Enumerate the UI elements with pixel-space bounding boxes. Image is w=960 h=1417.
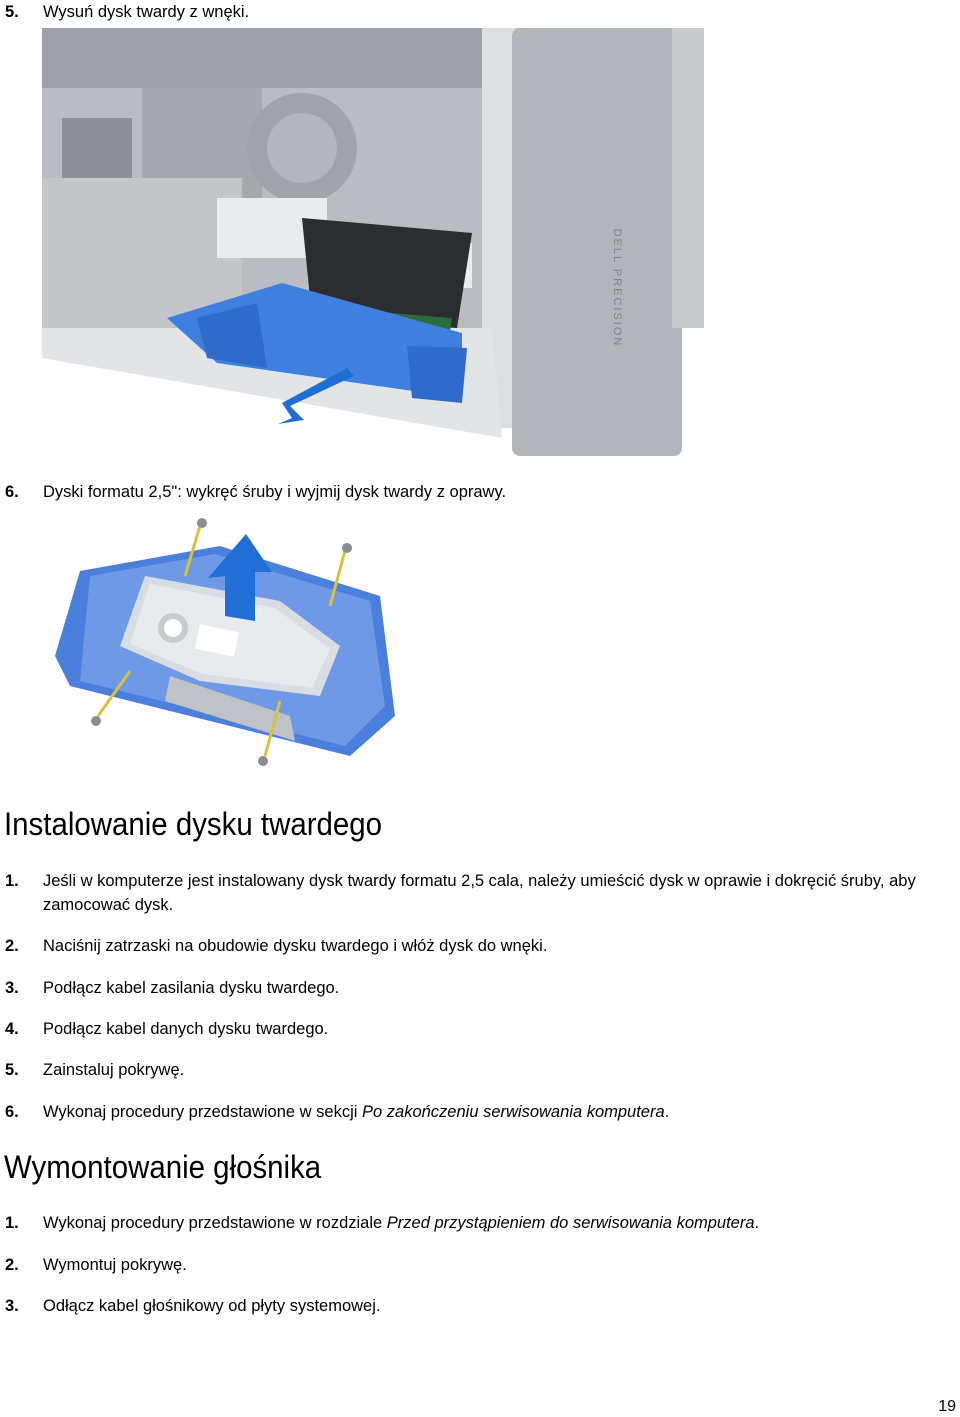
step-text	[43, 1211, 935, 1235]
step-text	[43, 1100, 935, 1124]
step-number: 3.	[5, 979, 19, 997]
step-number: 3.	[5, 1297, 19, 1315]
step-text: Podłącz kabel danych dysku twardego.	[43, 1020, 329, 1038]
chassis-front-panel	[512, 28, 682, 456]
step-number: 6.	[5, 483, 19, 501]
step-text: Podłącz kabel zasilania dysku twardego.	[43, 979, 340, 997]
hard-drive-bay-svg	[42, 28, 704, 456]
step-text-plain: Wykonaj procedury przedstawione w rozdziale	[43, 1214, 387, 1232]
install-step-1	[5, 869, 935, 917]
step-number: 1.	[5, 1214, 19, 1232]
step-text: Naciśnij zatrzaski na obudowie dysku twardego i włóż dysk do wnęki.	[43, 937, 548, 955]
step-text-reference: Przed przystąpieniem do serwisowania komputera	[386, 1214, 755, 1232]
step-text: Wysuń dysk twardy z wnęki.	[43, 3, 250, 21]
step-number: 2.	[5, 937, 19, 955]
step-text: Dyski formatu 2,5": wykręć śruby i wyjmij dysk twardy z oprawy.	[43, 483, 507, 501]
step-text: Wymontuj pokrywę.	[43, 1256, 187, 1274]
install-step-5	[5, 1058, 935, 1082]
install-step-3	[5, 976, 935, 1000]
drive-caddy-screws-illustration	[50, 516, 400, 772]
step-text-end: .	[664, 1103, 670, 1121]
step-number: 6.	[5, 1103, 19, 1121]
install-step-6	[5, 1100, 935, 1124]
step-number: 4.	[5, 1020, 19, 1038]
install-step-2	[5, 934, 935, 958]
step-text: Jeśli w komputerze jest instalowany dysk twardy formatu 2,5 cala, należy umieścić dysk w oprawie i dokręcić śruby, aby zamocować dysk.	[43, 872, 916, 914]
step-6-remove-screws	[5, 480, 935, 504]
section-heading-install: Instalowanie dysku twardego	[4, 806, 383, 842]
brand-label: DELL PRECISION	[611, 228, 623, 348]
step-number: 1.	[5, 872, 19, 890]
step-number: 2.	[5, 1256, 19, 1274]
step-5-remove-drive	[5, 0, 935, 24]
page-number: 19	[938, 1398, 956, 1415]
section-heading-speaker: Wymontowanie głośnika	[4, 1149, 322, 1185]
speaker-step-3	[5, 1294, 935, 1318]
speaker-step-2	[5, 1253, 935, 1277]
step-text-reference: Po zakończeniu serwisowania komputera	[362, 1103, 665, 1121]
hard-drive-bay-illustration	[42, 28, 704, 456]
step-text: Zainstaluj pokrywę.	[43, 1061, 185, 1079]
step-number: 5.	[5, 3, 19, 21]
step-text-plain: Wykonaj procedury przedstawione w sekcji	[43, 1103, 362, 1121]
step-text-end: .	[754, 1214, 760, 1232]
speaker-step-1	[5, 1211, 935, 1235]
step-number: 5.	[5, 1061, 19, 1079]
drive-caddy-svg	[50, 516, 400, 772]
install-step-4	[5, 1017, 935, 1041]
step-text: Odłącz kabel głośnikowy od płyty systemowej.	[43, 1297, 381, 1315]
